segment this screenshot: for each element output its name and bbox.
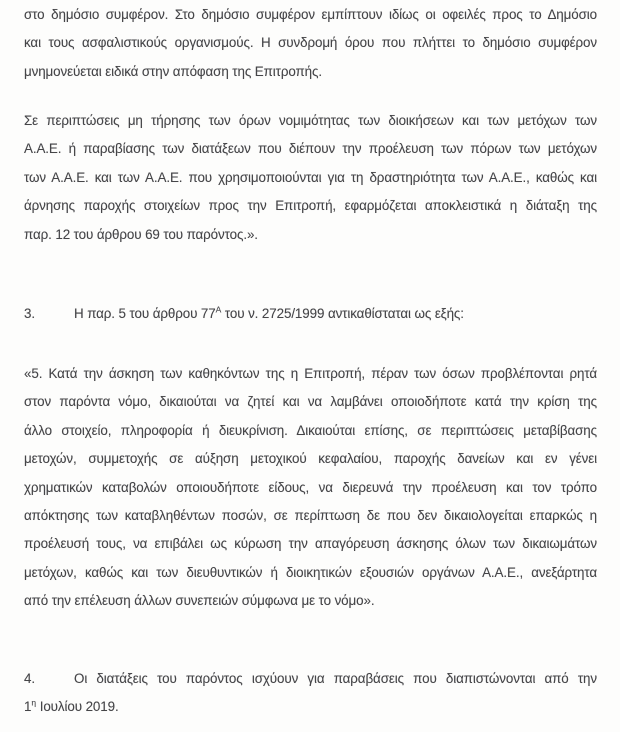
- text-line: μετόχων, καθώς και των διευθυντικών ή διοικητικών εξουσιών οργάνων Α.Α.Ε., ανεξάρτητα: [24, 564, 597, 580]
- text-line: Σε περιπτώσεις μη τήρησης των όρων νομιμότητας των διοικήσεων και των μετόχων των: [24, 113, 597, 128]
- text-line: μετοχών, συμμετοχής σε αύξηση μετοχικού κεφαλαίου, παροχής δανείων και εν γένει: [24, 451, 597, 467]
- item-text: του ν. 2725/1999 αντικαθίσταται ως εξής:: [221, 306, 464, 321]
- paragraph-quoted-5: [24, 360, 597, 616]
- item-text: Η παρ. 5 του άρθρου 77: [74, 306, 216, 321]
- list-item-3: [24, 300, 597, 328]
- date-text: Ιουλίου 2019.: [36, 699, 119, 715]
- text-line: [24, 300, 597, 328]
- text-line: και τους ασφαλιστικούς οργανισμούς. Η συνδρομή όρου που πλήττει το δημόσιο συμφέρον: [24, 35, 597, 51]
- item-number: 4.: [24, 671, 35, 686]
- text-line: άρνησης παροχής στοιχείων προς την Επιτροπή, εφαρμόζεται αποκλειστικά η διάταξη της: [24, 198, 597, 214]
- paragraph-public-interest: [24, 1, 597, 86]
- text-line: παρ. 12 του άρθρου 69 του παρόντος.».: [24, 226, 258, 242]
- text-line: χρηματικών καταβολών οποιουδήποτε είδους, να διερευνά την προέλευση και τον τρόπο: [24, 479, 597, 495]
- text-line: «5. Κατά την άσκηση των καθηκόντων της η Επιτροπή, πέραν των όσων προβλέπονται ρητά: [24, 366, 597, 381]
- text-line: στο δημόσιο συμφέρον. Στο δημόσιο συμφέρον εμπίπτουν ιδίως οι οφειλές προς το Δημόσιο: [24, 7, 597, 22]
- superscript-alpha: Α: [215, 304, 222, 315]
- list-item-4: [24, 665, 597, 722]
- text-line: [24, 693, 597, 721]
- text-line: Α.Α.Ε. ή παραβίασης των διατάξεων που διέπουν την προέλευση των πόρων των μετόχων: [24, 141, 597, 157]
- date-text: 1: [24, 699, 32, 715]
- item-text: Οι διατάξεις του παρόντος ισχύουν για παραβάσεις που διαπιστώνονται από την: [74, 671, 597, 686]
- text-line: άλλο στοιχείο, πληροφορία ή διευκρίνιση. Δικαιούται επίσης, σε περιπτώσεις μεταβίβασης: [24, 422, 597, 438]
- text-line: [24, 665, 597, 693]
- text-line: από την επέλευση άλλων συνεπειών σύμφωνα με το νόμο».: [24, 593, 375, 609]
- text-line: μνημονεύεται ειδικά στην απόφαση της Επιτροπής.: [24, 63, 322, 79]
- text-line: στον παρόντα νόμο, δικαιούται να ζητεί και να λαμβάνει οποιοδήποτε κατά την κρίση της: [24, 394, 597, 410]
- text-line: προέλευσή τους, να επιβάλει ως κύρωση την απαγόρευση άσκησης όλων των δικαιωμάτων: [24, 536, 597, 552]
- item-number: 3.: [24, 306, 35, 321]
- paragraph-compliance: [24, 107, 597, 249]
- text-line: των Α.Α.Ε. και των Α.Α.Ε. που χρησιμοποιούνται για τη δραστηριότητα των Α.Α.Ε., καθώς και: [24, 169, 597, 185]
- superscript-eta: η: [31, 697, 37, 708]
- text-line: απόκτησης των καταβληθέντων ποσών, σε περίπτωση δε που δεν δικαιολογείται επαρκώς η: [24, 508, 597, 524]
